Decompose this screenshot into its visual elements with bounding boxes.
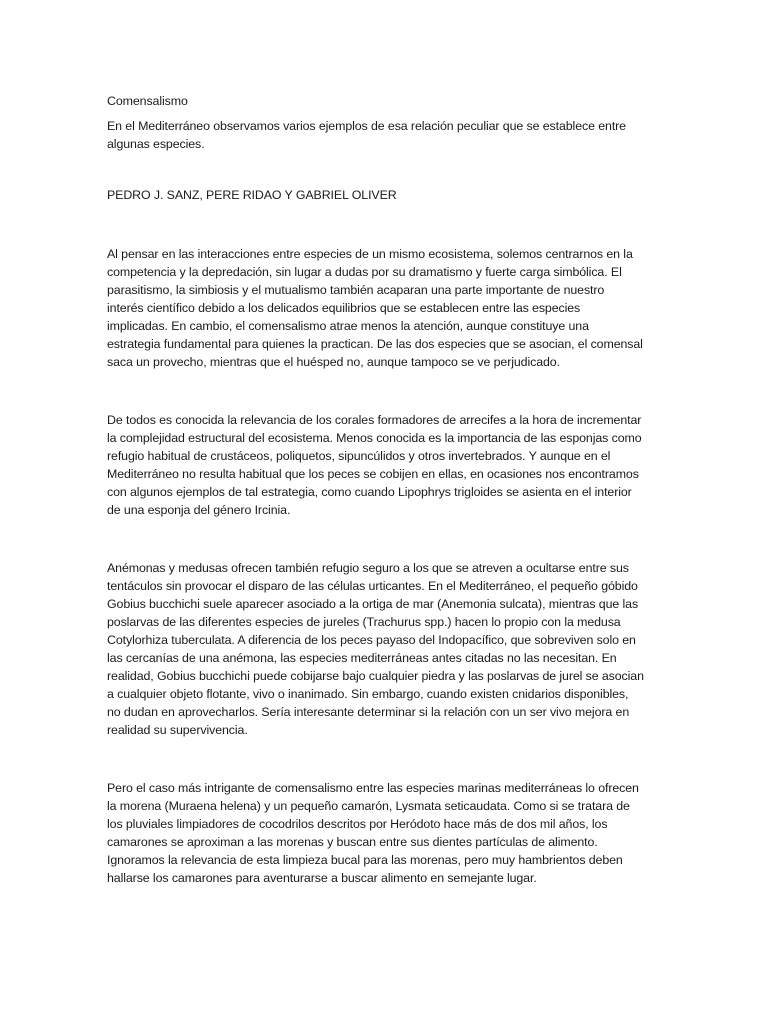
document-authors: PEDRO J. SANZ, PERE RIDAO Y GABRIEL OLIVER (107, 188, 397, 202)
paragraph-line: competencia y la depredación, sin lugar a dudas por su dramatismo y fuerte carga simbólica. El (107, 265, 622, 279)
document-body (107, 245, 667, 887)
paragraph-1 (107, 245, 667, 371)
paragraph-line: parasitismo, la simbiosis y el mutualismo también acaparan una parte importante de nuestro (107, 283, 605, 297)
subtitle-line: algunas especies. (107, 137, 205, 151)
document-title: Comensalismo (107, 94, 188, 108)
paragraph-line: la morena (Muraena helena) y un pequeño camarón, Lysmata seticaudata. Como si se tratara de (107, 799, 630, 813)
paragraph-line: de una esponja del género Ircinia. (107, 503, 291, 517)
paragraph-line: realidad, Gobius bucchichi puede cobijarse bajo cualquier piedra y las poslarvas de jurel se asocian (107, 669, 644, 683)
paragraph-line: Pero el caso más intrigante de comensalismo entre las especies marinas mediterráneas lo ofrecen (107, 781, 639, 795)
paragraph-4 (107, 779, 667, 887)
paragraph-line: implicadas. En cambio, el comensalismo atrae menos la atención, aunque constituye una (107, 319, 589, 333)
paragraph-line: tentáculos sin provocar el disparo de las células urticantes. En el Mediterráneo, el pequeño góbido (107, 579, 638, 593)
paragraph-line: la complejidad estructural del ecosistema. Menos conocida es la importancia de las esponjas como (107, 431, 642, 445)
paragraph-line: los pluviales limpiadores de cocodrilos descritos por Heródoto hace más de dos mil años, los (107, 817, 608, 831)
paragraph-line: De todos es conocida la relevancia de los corales formadores de arrecifes a la hora de incrementar (107, 413, 642, 427)
paragraph-line: refugio habitual de crustáceos, poliquetos, sipuncúlidos y otros invertebrados. Y aunque en el (107, 449, 611, 463)
paragraph-line: Al pensar en las interacciones entre especies de un mismo ecosistema, solemos centrarnos en la (107, 247, 633, 261)
paragraph-line: saca un provecho, mientras que el huésped no, aunque tampoco se ve perjudicado. (107, 355, 560, 369)
paragraph-line: realidad su supervivencia. (107, 723, 248, 737)
paragraph-line: las cercanías de una anémona, las especies mediterráneas antes citadas no las necesitan. En (107, 651, 617, 665)
document-page (107, 92, 667, 887)
paragraph-line: Ignoramos la relevancia de esta limpieza bucal para las morenas, pero muy hambrientos deben (107, 853, 623, 867)
paragraph-line: hallarse los camarones para aventurarse a buscar alimento en semejante lugar. (107, 871, 537, 885)
paragraph-line: interés científico debido a los delicados equilibrios que se establecen entre las especies (107, 301, 581, 315)
paragraph-line: Mediterráneo no resulta habitual que los peces se cobijen en ellas, en ocasiones nos encontramos (107, 467, 639, 481)
paragraph-line: Gobius bucchichi suele aparecer asociado a la ortiga de mar (Anemonia sulcata), mientras que las (107, 597, 639, 611)
paragraph-line: poslarvas de las diferentes especies de jureles (Trachurus spp.) hacen lo propio con la medusa (107, 615, 621, 629)
paragraph-line: estrategia fundamental para quienes la practican. De las dos especies que se asocian, el comensal (107, 337, 643, 351)
document-subtitle (107, 117, 667, 153)
paragraph-line: Cotylorhiza tuberculata. A diferencia de los peces payaso del Indopacífico, que sobreviven solo en (107, 633, 636, 647)
paragraph-3 (107, 559, 667, 739)
paragraph-line: camarones se aproximan a las morenas y buscan entre sus dientes partículas de alimento. (107, 835, 598, 849)
paragraph-line: no dudan en aprovecharlos. Sería interesante determinar si la relación con un ser vivo mejora en (107, 705, 630, 719)
paragraph-line: con algunos ejemplos de tal estrategia, como cuando Lipophrys trigloides se asienta en el interior (107, 485, 632, 499)
paragraph-line: Anémonas y medusas ofrecen también refugio seguro a los que se atreven a ocultarse entre sus (107, 561, 629, 575)
subtitle-line: En el Mediterráneo observamos varios ejemplos de esa relación peculiar que se establece entre (107, 119, 626, 133)
paragraph-2 (107, 411, 667, 519)
paragraph-line: a cualquier objeto flotante, vivo o inanimado. Sin embargo, cuando existen cnidarios disponibles, (107, 687, 629, 701)
